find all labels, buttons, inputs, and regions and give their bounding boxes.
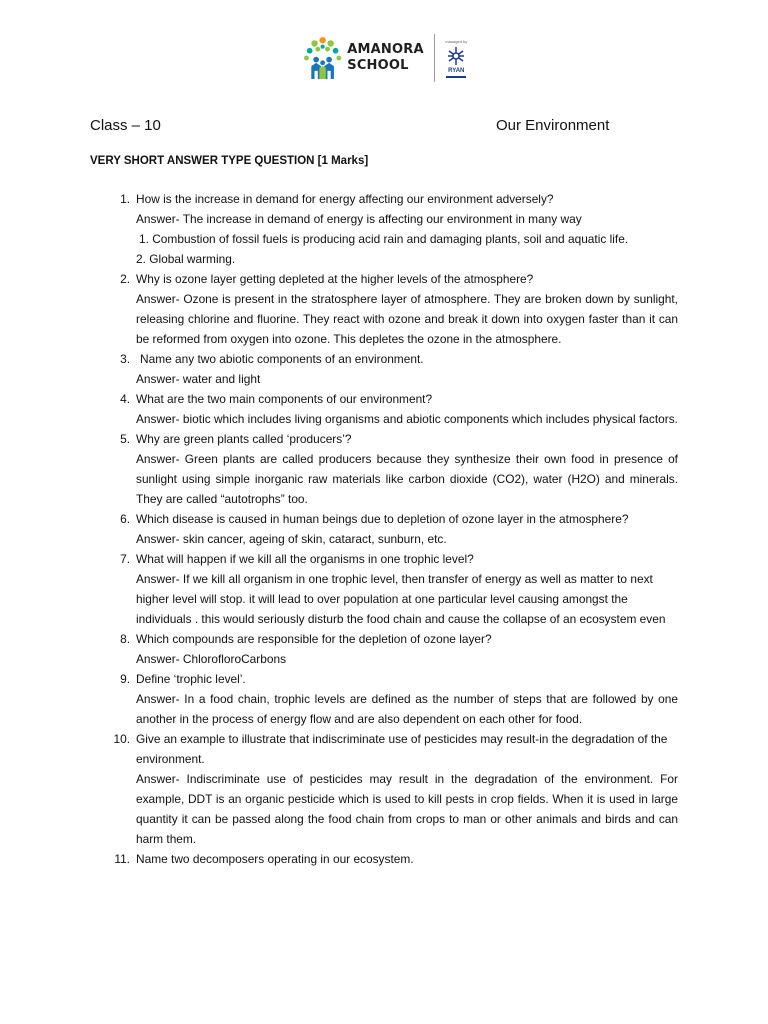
- school-name-line1: AMANORA: [347, 42, 424, 57]
- question-text: What are the two main components of our environment?: [136, 392, 433, 406]
- question-text: Name any two abiotic components of an environment.: [140, 352, 424, 366]
- answer-text: Answer- Indiscriminate use of pesticides may result in the degradation of the environment. For example, DDT is an organic pesticide which is used to kill pests in crop fields. When it is used in large quantity it can be passed along the food chain from crops to man or other animals and birds and can harm them.: [136, 772, 678, 846]
- ryan-swirl-icon: [445, 44, 467, 68]
- question-number: 2.: [120, 272, 130, 286]
- question-item: [106, 629, 678, 669]
- question-item: [106, 189, 678, 269]
- answer-text: Answer- The increase in demand of energy is affecting our environment in many way: [136, 212, 582, 226]
- ryan-logo: [443, 39, 470, 78]
- answer-point: 1. Combustion of fossil fuels is producing acid rain and damaging plants, soil and aquatic life.: [139, 232, 629, 246]
- question-number: 8.: [120, 632, 130, 646]
- ryan-tagline: managed by: [445, 38, 468, 44]
- question-number: 6.: [120, 512, 130, 526]
- school-name: [347, 42, 423, 74]
- question-text: Name two decomposers operating in our ecosystem.: [136, 852, 414, 866]
- title-row: [90, 117, 680, 137]
- question-number: 3.: [120, 352, 130, 366]
- question-text: How is the increase in demand for energy affecting our environment adversely?: [136, 192, 554, 206]
- question-item: [106, 349, 678, 389]
- question-item: [106, 269, 678, 349]
- answer-text: Answer- If we kill all organism in one trophic level, then transfer of energy as well as matter to next higher level will stop. it will lead to over population at one particular level causing amongst the individuals . this would seriously disturb the food chain and cause the collapse of an ecosystem even: [136, 572, 666, 626]
- school-logo: [300, 28, 470, 88]
- question-text: Which compounds are responsible for the depletion of ozone layer?: [136, 632, 492, 646]
- answer-text: Answer- water and light: [136, 372, 261, 386]
- ryan-underline: [446, 76, 466, 78]
- tree-family-icon: [300, 30, 345, 86]
- class-label: Class – 10: [90, 117, 161, 134]
- question-list: [106, 189, 678, 869]
- question-number: 10.: [113, 732, 130, 746]
- answer-text: Answer- skin cancer, ageing of skin, cataract, sunburn, etc.: [136, 532, 447, 546]
- question-number: 5.: [120, 432, 130, 446]
- question-number: 9.: [120, 672, 130, 686]
- section-heading: VERY SHORT ANSWER TYPE QUESTION [1 Marks]: [90, 155, 369, 167]
- question-text: Which disease is caused in human beings due to depletion of ozone layer in the atmosphere?: [136, 512, 629, 526]
- logo-divider: [434, 34, 435, 82]
- question-item: [106, 729, 678, 849]
- question-item: [106, 429, 678, 509]
- question-text: Define ‘trophic level’.: [136, 672, 246, 686]
- question-number: 7.: [120, 552, 130, 566]
- answer-text: Answer- ChlorofloroCarbons: [136, 652, 287, 666]
- question-number: 11.: [114, 852, 130, 866]
- question-text: What will happen if we kill all the organisms in one trophic level?: [136, 552, 474, 566]
- question-item: [106, 669, 678, 729]
- question-text: Why are green plants called ‘producers’?: [136, 432, 352, 446]
- question-number: 4.: [120, 392, 130, 406]
- question-item: [106, 389, 678, 429]
- subject-title: Our Environment: [496, 117, 610, 134]
- school-name-line2: SCHOOL: [347, 58, 409, 73]
- answer-text: Answer- Green plants are called producers because they synthesize their own food in presence of sunlight using simple inorganic raw materials like carbon dioxide (CO2), water (H2O) and minerals. They are called “autotrophs” too.: [136, 452, 678, 506]
- answer-text: Answer- In a food chain, trophic levels are defined as the number of steps that are followed by one another in the process of energy flow and are also dependent on each other for food.: [136, 692, 678, 726]
- question-item: [106, 849, 678, 869]
- question-item: [106, 509, 678, 549]
- question-text: Give an example to illustrate that indiscriminate use of pesticides may result-in the degradation of the environment.: [136, 732, 668, 766]
- answer-text: Answer- biotic which includes living organisms and abiotic components which includes physical factors.: [136, 412, 678, 426]
- question-item: [106, 549, 678, 629]
- answer-point: 2. Global warming.: [136, 252, 236, 266]
- answer-text: Answer- Ozone is present in the stratosphere layer of atmosphere. They are broken down by sunlight, releasing chlorine and fluorine. They react with ozone and break it down into oxygen faster than it can be reformed from oxygen into ozone. This depletes the ozone in the atmosphere.: [136, 292, 678, 346]
- question-text: Why is ozone layer getting depleted at the higher levels of the atmosphere?: [136, 272, 534, 286]
- ryan-brand-text: RYAN: [448, 67, 465, 74]
- question-number: 1.: [120, 192, 130, 206]
